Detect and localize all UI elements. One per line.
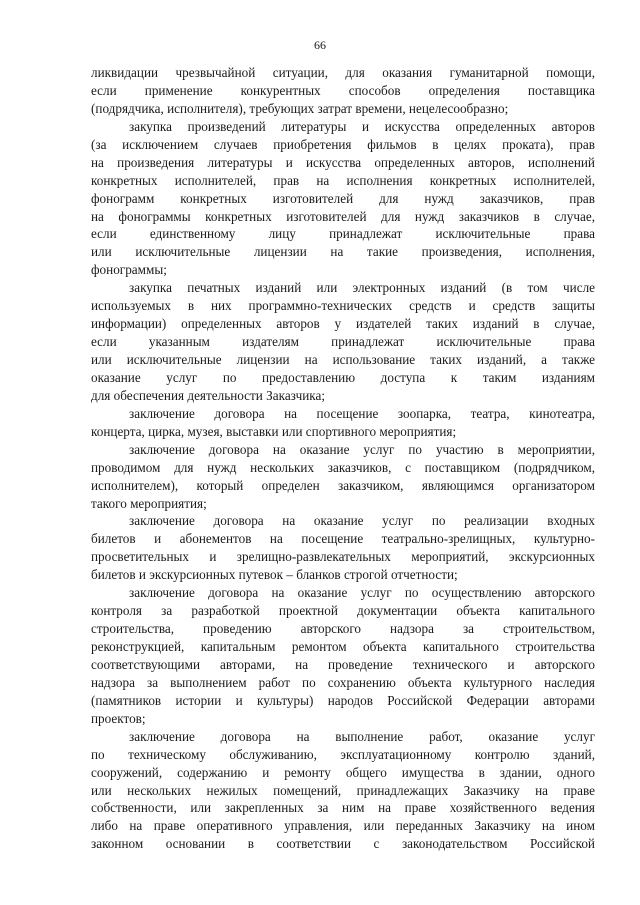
text-line: либо на праве оперативного управления, или переданных Заказчику на ином xyxy=(91,818,595,834)
text-line: информации) определенных авторов у издателей таких изданий в случае, xyxy=(91,316,595,332)
text-line: заключение договора на оказание услуг по осуществлению авторского xyxy=(129,585,595,601)
text-line: фонограммы; xyxy=(91,262,167,278)
text-line: (памятников истории и культуры) народов Российской Федерации авторами xyxy=(91,692,595,708)
text-line: (подрядчика, исполнителя), требующих затрат времени, нецелесообразно; xyxy=(91,100,509,116)
text-line: или исключительные лицензии на использование таких изданий, а также xyxy=(91,352,595,367)
text-line: заключение договора на оказание услуг по реализации входных xyxy=(129,513,595,529)
text-line: или исключительные лицензии на такие произведения, исполнения, xyxy=(91,244,595,260)
text-line: конкретных исполнителей, прав на исполнения конкретных исполнителей, xyxy=(91,172,595,188)
text-line: на фонограммы конкретных изготовителей для нужд заказчиков в случае, xyxy=(91,208,595,224)
text-line: просветительных и зрелищно-развлекательных мероприятий, экскурсионных xyxy=(91,549,595,565)
body-text xyxy=(91,64,595,853)
text-line: сооружений, содержанию и ремонту общего имущества в здании, одного xyxy=(91,764,595,780)
text-line: оказание услуг по предоставлению доступа к таким изданиям xyxy=(91,369,595,385)
text-line: закупка печатных изданий или электронных изданий (в том числе xyxy=(129,280,595,296)
text-line: надзора за выполнением работ по сохранению объекта культурного наследия xyxy=(91,674,595,690)
text-line: проводимом для нужд нескольких заказчиков, с поставщиком (подрядчиком, xyxy=(91,459,595,475)
text-line: концерта, цирка, музея, выставки или спортивного мероприятия; xyxy=(91,423,457,439)
text-line: (за исключением случаев приобретения фильмов в целях проката), прав xyxy=(91,136,595,152)
page-number: 66 xyxy=(314,38,326,52)
text-line: билетов и абонементов на посещение театрально-зрелищных, культурно- xyxy=(91,531,595,547)
text-line: собственности, или закрепленных за ним на праве хозяйственного ведения xyxy=(91,800,595,816)
text-line: контроля за разработкой проектной документации объекта капитального xyxy=(91,603,595,619)
text-line: законном основании в соответствии с законодательством Российской xyxy=(91,836,595,852)
text-line: ликвидации чрезвычайной ситуации, для оказания гуманитарной помощи, xyxy=(91,65,595,80)
text-line: исполнителем), который определен заказчиком, являющимся организатором xyxy=(91,477,595,493)
text-line: такого мероприятия; xyxy=(91,495,207,511)
text-line: проектов; xyxy=(91,710,146,726)
text-line: или нескольких нежилых помещений, принадлежащих Заказчику на праве xyxy=(91,782,595,798)
text-line: заключение договора на посещение зоопарка, театра, кинотеатра, xyxy=(129,405,595,421)
text-line: реконструкцией, капитальным ремонтом объекта капитального строительства xyxy=(91,639,595,654)
text-line: закупка произведений литературы и искусства определенных авторов xyxy=(129,118,595,134)
text-line: фонограмм конкретных изготовителей для нужд заказчиков, прав xyxy=(91,190,595,206)
text-line: по техническому обслуживанию, эксплуатационному контролю зданий, xyxy=(91,746,595,762)
text-line: если применение конкурентных способов определения поставщика xyxy=(91,82,595,98)
text-line: соответствующими авторами, на проведение технического и авторского xyxy=(91,656,595,672)
text-line: билетов и экскурсионных путевок – бланков строгой отчетности; xyxy=(91,567,458,583)
text-line: заключение договора на выполнение работ, оказание услуг xyxy=(129,728,595,744)
text-line: заключение договора на оказание услуг по участию в мероприятии, xyxy=(129,441,595,457)
text-line: если указанным издателям принадлежат исключительные права xyxy=(91,334,595,350)
text-line: если единственному лицу принадлежат исключительные права xyxy=(91,226,595,242)
text-line: используемых в них программно-технических средств и средств защиты xyxy=(91,298,595,314)
text-line: для обеспечения деятельности Заказчика; xyxy=(91,387,326,403)
text-line: строительства, проведению авторского надзора за строительством, xyxy=(91,621,595,637)
text-line: на произведения литературы и искусства определенных авторов, исполнений xyxy=(91,154,595,170)
